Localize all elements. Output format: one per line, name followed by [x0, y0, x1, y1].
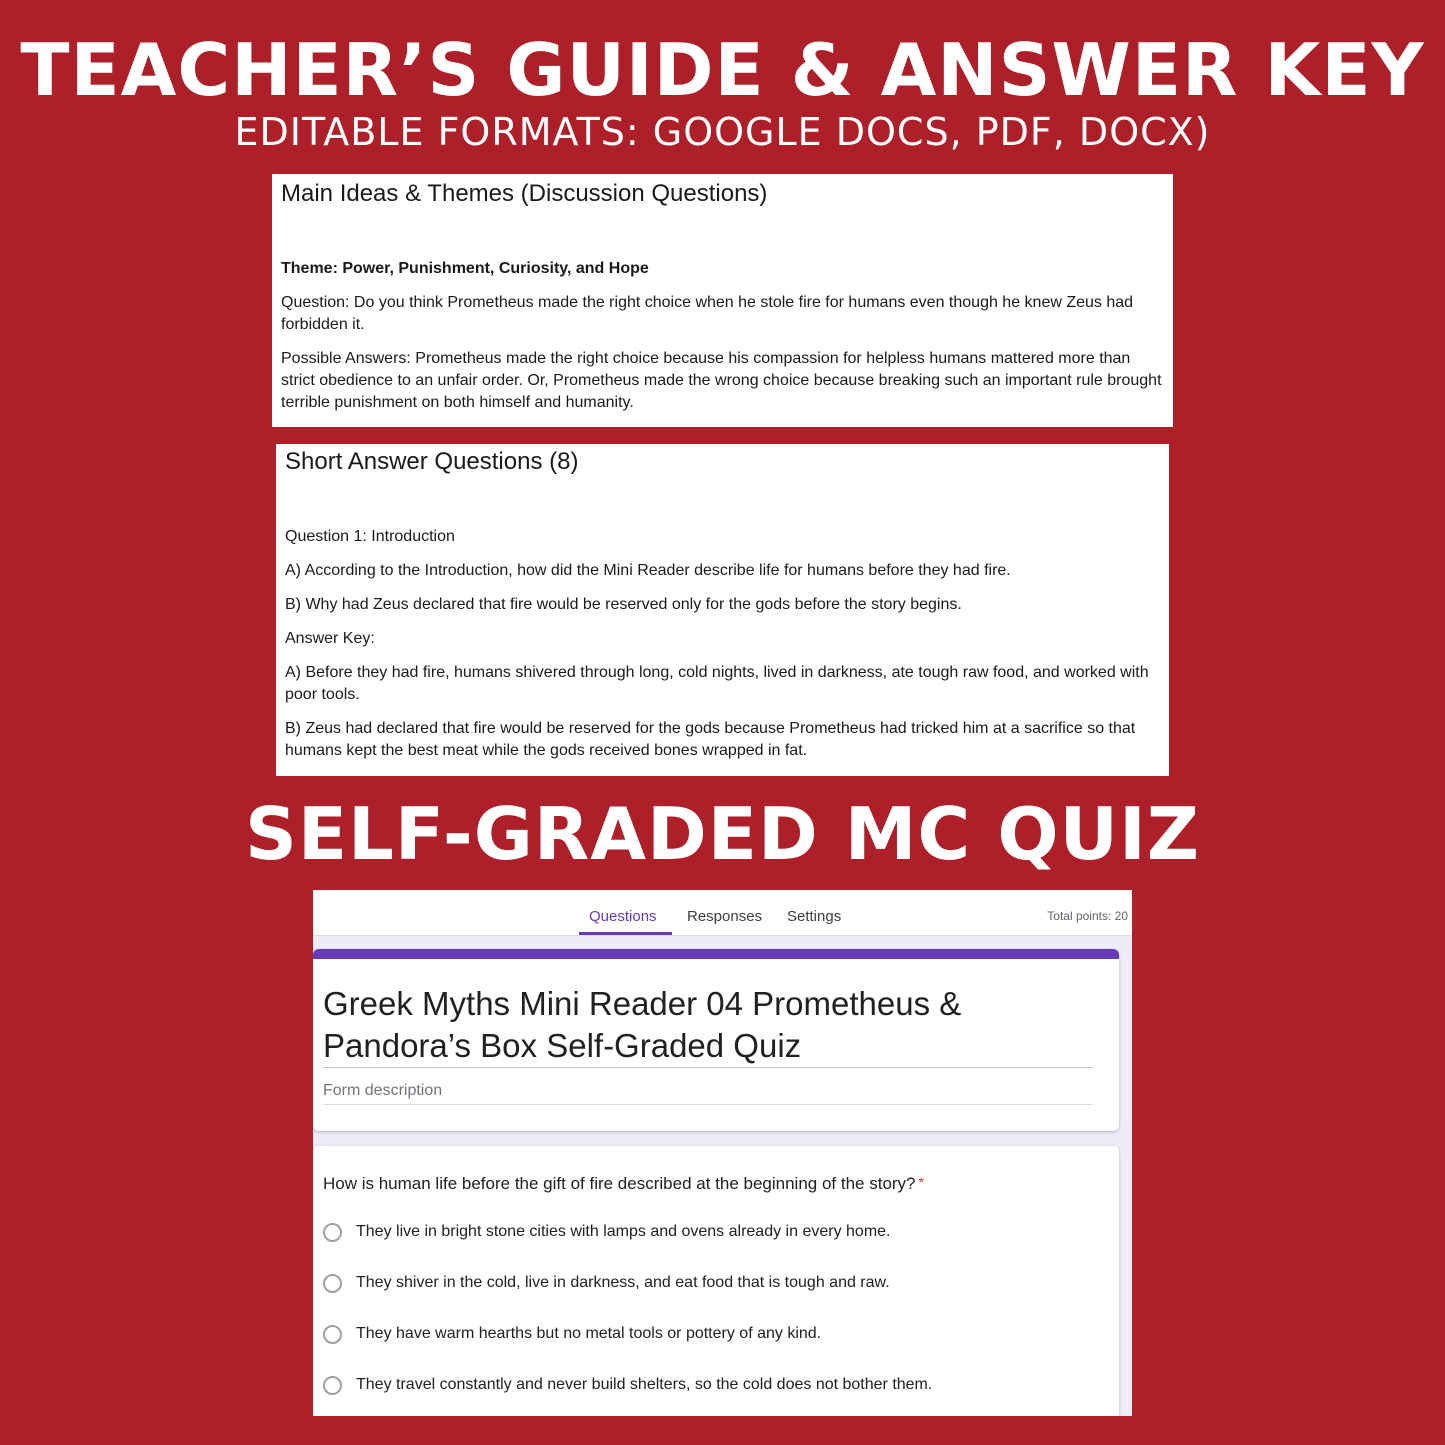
- answer-key-label: Answer Key:: [285, 630, 375, 647]
- question-card: [313, 1146, 1119, 1416]
- page-title: TEACHER’S GUIDE & ANSWER KEY: [20, 28, 1425, 112]
- discussion-question: Question: Do you think Prometheus made the right choice when he stole fire for humans even though he knew Zeus had forbidden it.: [281, 294, 1134, 333]
- form-header-card: [313, 949, 1119, 1131]
- question-1b: B) Why had Zeus declared that fire would be reserved only for the gods before the story begins.: [285, 596, 962, 613]
- answer-option-label: They live in bright stone cities with lamps and ovens already in every home.: [356, 1223, 891, 1240]
- short-answer-heading: Short Answer Questions (8): [285, 448, 579, 475]
- active-tab-indicator: [579, 932, 672, 935]
- form-description-field[interactable]: Form description: [323, 1082, 443, 1099]
- question-1-label: Question 1: Introduction: [285, 528, 455, 545]
- theme-label: Theme: Power, Punishment, Curiosity, and Hope: [281, 260, 649, 277]
- page-subtitle: EDITABLE FORMATS: GOOGLE DOCS, PDF, DOCX): [234, 110, 1211, 154]
- total-points: Total points: 20: [1047, 909, 1128, 923]
- radio-button[interactable]: [323, 1223, 342, 1242]
- themes-heading: Main Ideas & Themes (Discussion Questions): [281, 180, 768, 207]
- quiz-section-title: SELF-GRADED MC QUIZ: [244, 792, 1201, 876]
- radio-button[interactable]: [323, 1376, 342, 1395]
- themes-doc-excerpt: [272, 174, 1173, 427]
- radio-button[interactable]: [323, 1325, 342, 1344]
- possible-answers: Possible Answers: Prometheus made the right choice because his compassion for helpless humans mattered more than strict obedience to an unfair order. Or, Prometheus made the wrong choice because breaking such an important rule brought terrible punishment on both himself and humanity.: [281, 350, 1162, 411]
- answer-option-label: They travel constantly and never build shelters, so the cold does not bother them.: [356, 1376, 933, 1393]
- short-answer-doc-excerpt: [276, 444, 1169, 776]
- required-asterisk: *: [918, 1174, 924, 1190]
- tab-settings[interactable]: Settings: [787, 908, 842, 925]
- form-tab-bar: [313, 890, 1132, 936]
- form-description-underline: [323, 1104, 1093, 1105]
- tab-responses[interactable]: Responses: [687, 908, 763, 925]
- answer-key-b: B) Zeus had declared that fire would be reserved for the gods because Prometheus had tricked him at a sacrifice so that humans kept the best meat while the gods received bones wrapped in fat.: [285, 720, 1136, 759]
- answer-key-a: A) Before they had fire, humans shivered through long, cold nights, lived in darkness, ate tough raw food, and worked with poor tools.: [285, 664, 1149, 703]
- google-form-preview: [313, 890, 1132, 1416]
- radio-button[interactable]: [323, 1274, 342, 1293]
- question-text: How is human life before the gift of fire described at the beginning of the story? *: [323, 1174, 924, 1193]
- form-title[interactable]: Greek Myths Mini Reader 04 Prometheus & Pandora’s Box Self-Graded Quiz: [323, 985, 962, 1064]
- answer-option-label: They have warm hearths but no metal tools or pottery of any kind.: [356, 1325, 822, 1342]
- tab-questions[interactable]: Questions: [589, 908, 657, 925]
- form-title-underline: [323, 1067, 1093, 1068]
- answer-option-label: They shiver in the cold, live in darkness, and eat food that is tough and raw.: [356, 1274, 890, 1291]
- question-1a: A) According to the Introduction, how did the Mini Reader describe life for humans before they had fire.: [285, 562, 1011, 579]
